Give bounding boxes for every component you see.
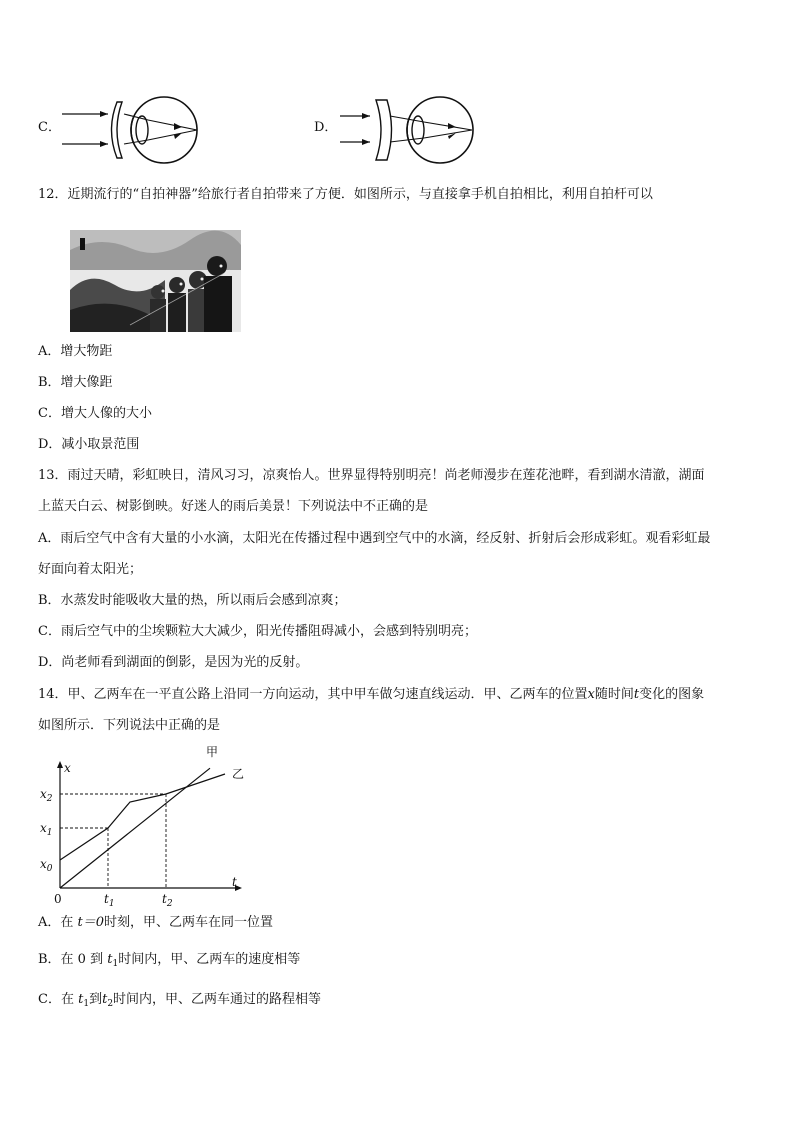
q13-option-a-line1: A．雨后空气中含有大量的小水滴，太阳光在传播过程中遇到空气中的水滴，经反射、折射后会形成彩虹。观看彩虹最	[38, 531, 711, 546]
q14-option-b: B．在 0 到 $t_1$时间内，甲、乙两车的速度相等	[38, 952, 301, 969]
tick-label-x2: $x_2$	[40, 787, 53, 804]
q14-option-a: A．在 t＝0时刻，甲、乙两车在同一位置	[38, 915, 274, 930]
q12-option-c: C．增大人像的大小	[38, 406, 152, 421]
q13-option-c: C．雨后空气中的尘埃颗粒大大减少，阳光传播阻碍减小，会感到特别明亮；	[38, 624, 477, 639]
tick-label-t2: $t_2$	[162, 892, 173, 909]
tick-label-x1: $x_1$	[40, 821, 53, 838]
q12-option-d: D．减小取景范围	[38, 437, 140, 452]
q11-option-c-label: C．	[38, 120, 61, 135]
eyeball-outline	[131, 97, 197, 163]
q13-stem-line2: 上蓝天白云、树影倒映。好迷人的雨后美景！下列说法中不正确的是	[38, 499, 429, 514]
q12-selfie-photo	[70, 230, 241, 332]
q14-stem-line2: 如图所示．下列说法中正确的是	[38, 718, 221, 733]
q13-option-b: B．水蒸发时能吸收大量的热，所以雨后会感到凉爽；	[38, 593, 347, 608]
q12-option-a: A．增大物距	[38, 344, 113, 359]
series-yi-line	[60, 774, 225, 860]
axis-label-t: t	[232, 875, 237, 889]
tick-label-t1: $t_1$	[104, 892, 115, 909]
cornea	[131, 116, 134, 144]
q13-option-a-line2: 好面向着太阳光；	[38, 562, 143, 577]
tick-label-x0: $x_0$	[40, 857, 53, 874]
series-yi-label: 乙	[232, 767, 245, 781]
convex-lens	[376, 100, 392, 160]
concave-lens	[112, 102, 123, 158]
q14-option-c: C．在 $t_1$到$t_2$时间内，甲、乙两车通过的路程相等	[38, 992, 322, 1009]
tick-label-origin: 0	[54, 892, 62, 906]
q11-option-c-diagram	[62, 92, 212, 172]
q14-position-time-graph	[30, 740, 260, 910]
series-jia-label: 甲	[206, 745, 219, 760]
eyeball-outline	[407, 97, 473, 163]
axis-label-x: x	[64, 761, 71, 775]
x-axis-arrow-icon	[57, 761, 63, 768]
q13-option-d: D．尚老师看到湖面的倒影，是因为光的反射。	[38, 655, 309, 670]
q12-stem: 12．近期流行的“自拍神器”给旅行者自拍带来了方便．如图所示，与直接拿手机自拍相比，利用自拍杆可以	[38, 187, 653, 202]
q11-option-d-diagram	[340, 92, 490, 172]
q11-option-d-label: D．	[314, 120, 338, 135]
q13-stem-line1: 13．雨过天晴，彩虹映日，清风习习，凉爽怡人。世界显得特别明亮！尚老师漫步在莲花池畔，看到湖水清澈，湖面	[38, 468, 705, 483]
q12-option-b: B．增大像距	[38, 375, 113, 390]
q14-stem-line1: 14．甲、乙两车在一平直公路上沿同一方向运动，其中甲车做匀速直线运动．甲、乙两车的位置x随时间t变化的图象	[38, 687, 705, 702]
